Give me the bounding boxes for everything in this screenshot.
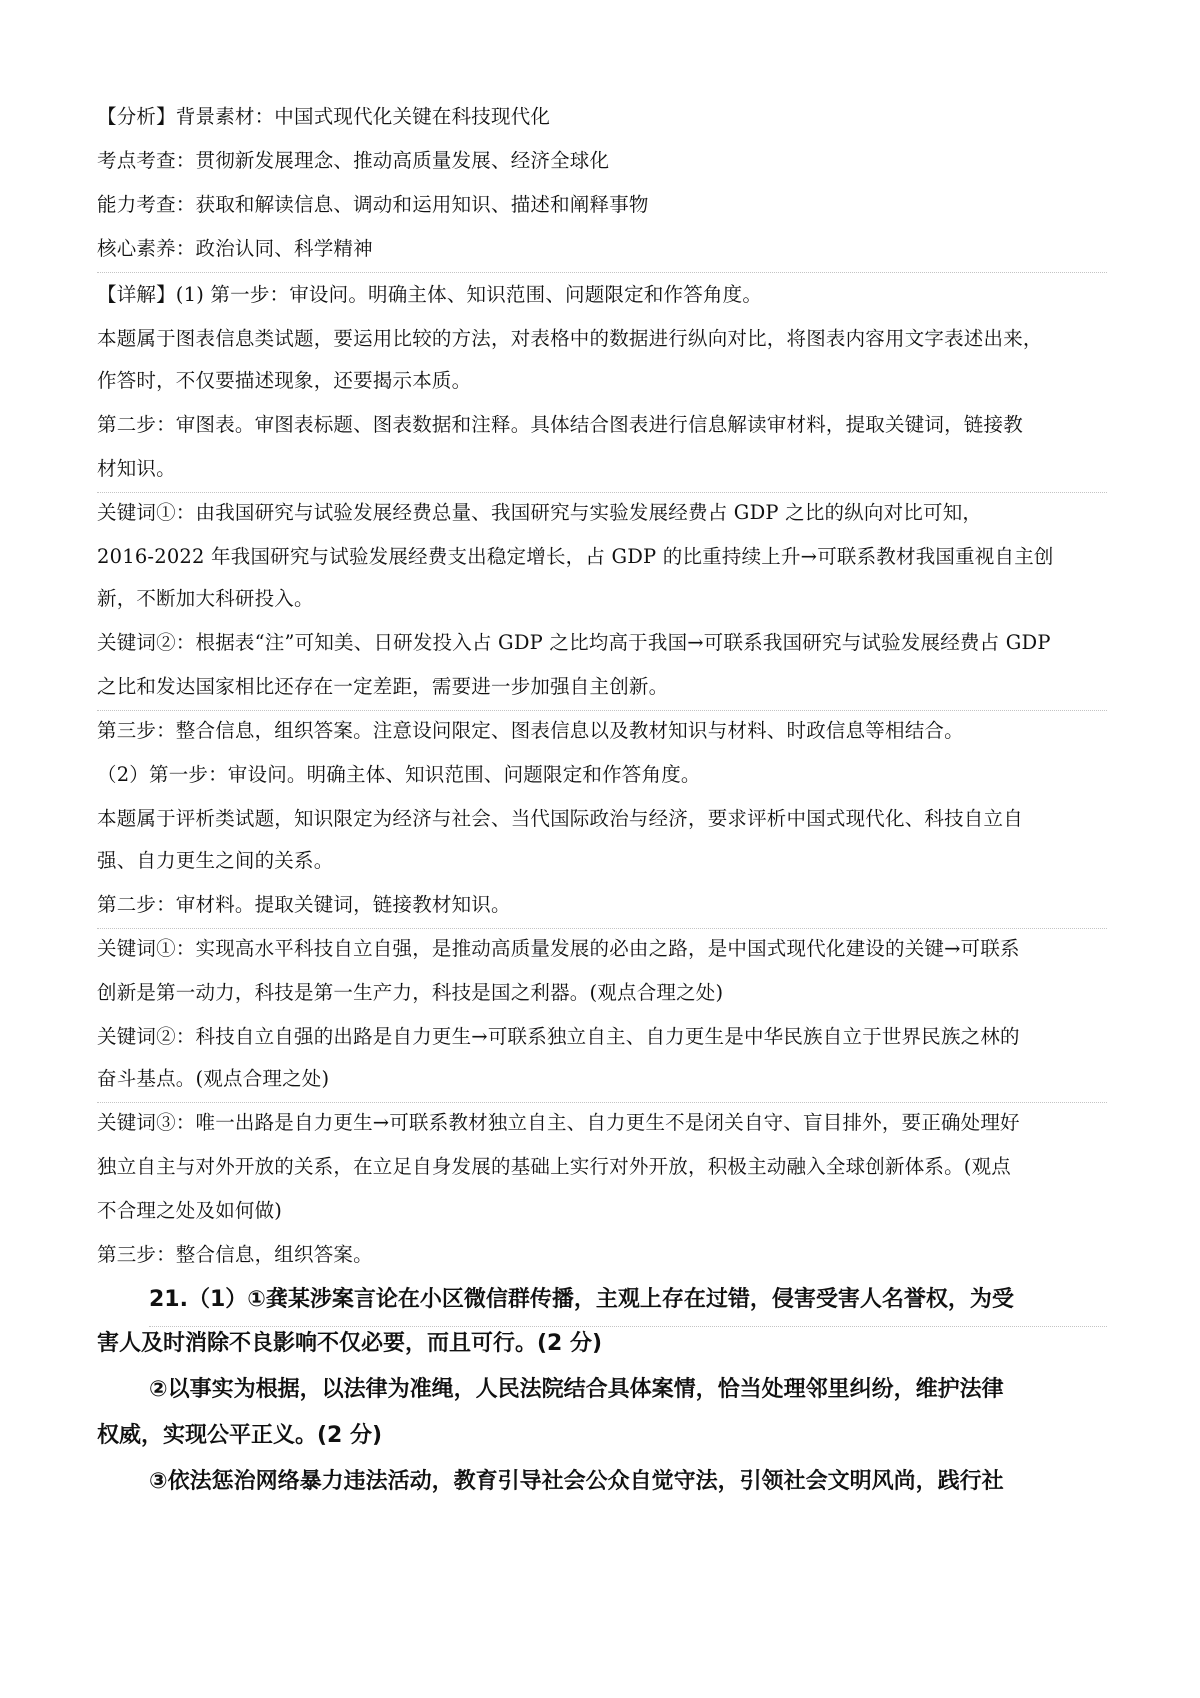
keyword-2-cont: 奋斗基点。(观点合理之处) xyxy=(97,1066,1107,1092)
detail-paragraph: 强、自力更生之间的关系。 xyxy=(97,849,334,872)
detail-part2-step1: （2）第一步：审设问。明确主体、知识范围、问题限定和作答角度。 xyxy=(97,763,701,786)
keyword-1-cont: 2016-2022 年我国研究与试验发展经费支出稳定增长，占 GDP 的比重持续上升→可联系教材我国重视自主创 xyxy=(97,545,1054,568)
detail-step3: 第三步：整合信息，组织答案。注意设问限定、图表信息以及教材知识与材料、时政信息等相结合。 xyxy=(97,719,964,742)
detail-part2-step2: 第二步：审材料。提取关键词，链接教材知识。 xyxy=(97,892,1107,918)
detail-step1-heading: 【详解】(1) 第一步：审设问。明确主体、知识范围、问题限定和作答角度。 xyxy=(97,283,763,306)
answer-21-point-1-cont: 害人及时消除不良影响不仅必要，而且可行。(2 分) xyxy=(97,1331,603,1356)
keyword-3-cont: 独立自主与对外开放的关系，在立足自身发展的基础上实行对外开放，积极主动融入全球创新体系。(观点 xyxy=(97,1155,1012,1178)
keyword-2-cont: 之比和发达国家相比还存在一定差距，需要进一步加强自主创新。 xyxy=(97,674,1107,700)
detail-paragraph: 作答时，不仅要描述现象，还要揭示本质。 xyxy=(97,369,472,392)
answer-21-point-2: ②以事实为根据，以法律为准绳，人民法院结合具体案情，恰当处理邻里纠纷，维护法律 xyxy=(149,1377,1004,1402)
keyword-2: 关键词②：科技自立自强的出路是自力更生→可联系独立自主、自力更生是中华民族自立于世界民族之林的 xyxy=(97,1025,1020,1048)
analysis-core-literacy: 核心素养：政治认同、科学精神 xyxy=(97,236,1107,262)
keyword-3: 关键词③：唯一出路是自力更生→可联系教材独立自主、自力更生不是闭关自守、盲目排外，要正确处理好 xyxy=(97,1111,1020,1134)
keyword-2: 关键词②：根据表“注”可知美、日研发投入占 GDP 之比均高于我国→可联系我国研究与试验发展经费占 GDP xyxy=(97,631,1051,654)
analysis-ability: 能力考查：获取和解读信息、调动和运用知识、描述和阐释事物 xyxy=(97,193,649,216)
detail-paragraph: 第二步：审图表。审图表标题、图表数据和注释。具体结合图表进行信息解读审材料，提取关键词，链接教 xyxy=(97,413,1023,436)
keyword-1-cont: 创新是第一动力，科技是第一生产力，科技是国之利器。(观点合理之处) xyxy=(97,981,724,1004)
keyword-1: 关键词①：实现高水平科技自立自强，是推动高质量发展的必由之路，是中国式现代化建设的关键→可联系 xyxy=(97,937,1020,960)
detail-paragraph: 材知识。 xyxy=(97,456,1107,482)
detail-paragraph: 本题属于评析类试题，知识限定为经济与社会、当代国际政治与经济，要求评析中国式现代化、科技自立自 xyxy=(97,807,1023,830)
answer-21-point-3: ③依法惩治网络暴力违法活动，教育引导社会公众自觉守法，引领社会文明风尚，践行社 xyxy=(149,1469,1004,1494)
analysis-test-points: 考点考查：贯彻新发展理念、推动高质量发展、经济全球化 xyxy=(97,149,610,172)
analysis-background: 【分析】背景素材：中国式现代化关键在科技现代化 xyxy=(97,105,551,128)
keyword-1: 关键词①：由我国研究与试验发展经费总量、我国研究与实验发展经费占 GDP 之比的纵向对比可知， xyxy=(97,501,983,524)
keyword-1-cont: 新，不断加大科研投入。 xyxy=(97,587,314,610)
detail-part2-step3: 第三步：整合信息，组织答案。 xyxy=(97,1243,373,1266)
answer-21-point-1: 21.（1）①龚某涉案言论在小区微信群传播，主观上存在过错，侵害受害人名誉权，为受 xyxy=(149,1285,1107,1315)
detail-paragraph: 本题属于图表信息类试题，要运用比较的方法，对表格中的数据进行纵向对比，将图表内容用文字表述出来， xyxy=(97,327,1043,350)
keyword-3-cont: 不合理之处及如何做) xyxy=(97,1199,283,1222)
answer-21-point-2-cont: 权威，实现公平正义。(2 分) xyxy=(97,1423,383,1448)
